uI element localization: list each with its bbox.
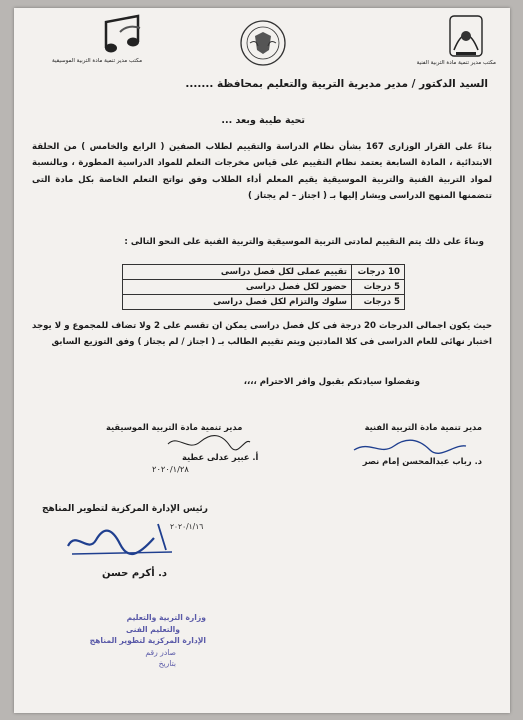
right-signature-name: د. رباب عبدالمحسن إمام نصر [362, 456, 482, 466]
left-signature-title: مدير تنمية مادة التربية الموسيقية [106, 422, 243, 432]
letter-paragraph-2: وبناءً على ذلك يتم التقييم لمادتى التربية الموسيقية والتربية الفنية على النحو التالى : [124, 237, 484, 247]
ministry-emblem-icon [238, 18, 288, 68]
desc-cell: تقييم عملى لكل فصل دراسى [123, 265, 352, 280]
right-signature-title: مدير تنمية مادة التربية الفنية [364, 422, 482, 432]
stamp-line: الإدارة المركزية لتطوير المناهج [89, 636, 206, 645]
table-row [123, 265, 405, 280]
left-signature-name: أ. عبير عدلى عطية [182, 452, 259, 462]
music-education-logo-icon [100, 12, 148, 56]
table-row [123, 280, 405, 295]
stamp-line: وزارة التربية والتعليم [126, 613, 206, 622]
stamp-line: والتعليم الفنى [125, 624, 180, 634]
desc-cell: سلوك والتزام لكل فصل دراسى [123, 295, 352, 310]
stamp-line: بتاريخ [158, 659, 176, 668]
letter-paragraph-1: بناءً على القرار الوزارى 167 بشأن نظام الدراسة والتقييم لطلاب الصفين ( الرابع والخامس ) من الحلقة الابتدائية ، المادة السابعة يعتمد نظام التقييم على قياس مخرجات التعلم للمواد الدراسية المطورة ، وبالنسبة لمواد التربية الفنية والتربية الموسيقية يقيم المعلم أداء الطلاب وفق نواتج التعلم الخاصة بكل مادة التى تتضمنها المنهج الدراسى ويشار إليها بـ ( اجتاز – لم يجتاز ) [32, 142, 492, 201]
center-signature-name: د. أكرم حسن [102, 568, 168, 579]
center-signature-title: رئيس الإدارة المركزية لتطوير المناهج [42, 504, 208, 514]
letter-salutation: السيد الدكتور / مدير مديرية التربية والتعليم بمحافظة ....... [185, 78, 488, 90]
ministry-stamp [76, 612, 206, 670]
center-signature-date: ٢٠٢٠/١/١٦ [170, 522, 204, 531]
letter-paragraph-3: حيث يكون اجمالى الدرجات 20 درجة فى كل فصل دراسى يمكن ان تقسم على 2 ولا تضاف للمجموع و لا يوجد اختبار نهائى للعام الدراسى فى كلا المادتين ويتم تقييم الطالب بـ ( اجتاز / لم يجتاز ) وفق التوزيع السابق [32, 321, 493, 348]
left-signature-icon [164, 432, 254, 454]
letter-page [14, 8, 510, 713]
right-logo-caption: مكتب مدير تنمية مادة التربية الفنية [416, 60, 496, 66]
grades-table [122, 264, 405, 310]
letter-closing: وتفضلوا سيادتكم بقبول وافر الاحترام ،،،، [243, 377, 420, 387]
left-signature-date: ٢٠٢٠/١/٢٨ [152, 464, 189, 474]
center-signature-icon [62, 520, 182, 560]
grade-cell: 10 درجات [352, 265, 405, 280]
desc-cell: حضور لكل فصل دراسى [123, 280, 352, 295]
right-signature-icon [350, 436, 470, 458]
grade-cell: 5 درجات [352, 295, 405, 310]
art-education-logo-icon [440, 14, 492, 60]
letter-greeting: تحية طيبة وبعد ... [221, 115, 305, 126]
table-row [123, 295, 405, 310]
left-logo-caption: مكتب مدير تنمية مادة التربية الموسيقية [52, 58, 143, 64]
stamp-line: صادر رقم [145, 647, 176, 657]
grade-cell: 5 درجات [352, 280, 405, 295]
